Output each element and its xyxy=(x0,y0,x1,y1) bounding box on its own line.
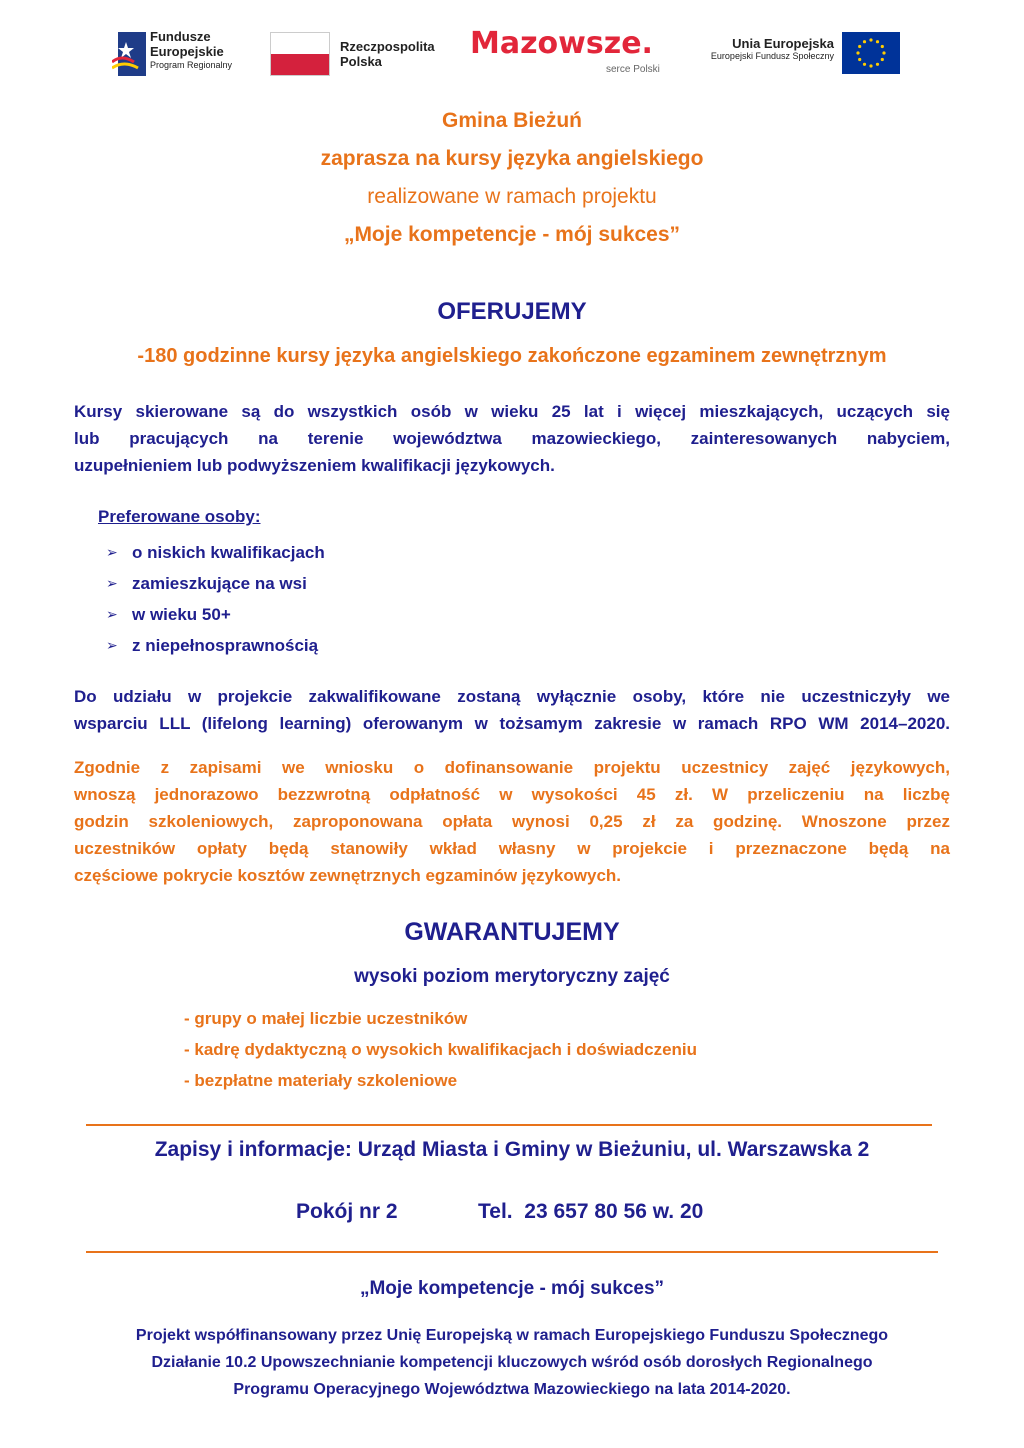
arrow-bullet-icon: ➢ xyxy=(106,544,118,560)
header-line-2: zaprasza na kursy języka angielskiego xyxy=(320,147,704,170)
fee-line: uczestników opłaty będą stanowiły wkład własny w projekcie i przeznaczone będą na xyxy=(74,839,950,858)
polish-flag-icon xyxy=(270,32,330,76)
eligibility-line: wsparciu LLL (lifelong learning) oferowanym w tożsamym zakresie w ramach RPO WM 2014–2020. xyxy=(74,714,950,733)
list-item xyxy=(106,568,325,599)
offer-title: OFERUJEMY xyxy=(437,298,587,325)
footer-line: Projekt współfinansowany przez Unię Europejską w ramach Europejskiego Funduszu Społecznego xyxy=(135,1327,889,1344)
offer-intro xyxy=(74,398,950,479)
ue-line1: Unia Europejska xyxy=(732,36,834,51)
intro-line: uzupełnieniem lub podwyższeniem kwalifikacji językowych. xyxy=(74,456,555,475)
mazowsze-logo xyxy=(470,26,680,78)
list-item-text: z niepełnosprawnością xyxy=(132,636,319,655)
guarantee-item: - kadrę dydaktyczną o wysokich kwalifikacjach i doświadczeniu xyxy=(184,1040,698,1059)
fee-line: godzin szkoleniowych, zaproponowana opłata wynosi 0,25 zł za godzinę. Wnoszone przez xyxy=(74,812,950,831)
fe-star-icon xyxy=(112,32,146,76)
unia-europejska-logo xyxy=(708,32,908,76)
mazowsze-word: Mazowsze. xyxy=(470,26,653,61)
intro-line: Kursy skierowane są do wszystkich osób w wieku 25 lat i więcej mieszkających, uczących się xyxy=(74,402,950,421)
footer-slogan: „Moje kompetencje - mój sukces” xyxy=(359,1278,665,1299)
list-item xyxy=(106,599,325,630)
eligibility-paragraph xyxy=(74,683,950,737)
eligibility-line: Do udziału w projekcie zakwalifikowane zostaną wyłącznie osoby, które nie uczestniczyły we xyxy=(74,687,950,706)
fee-line: częściowe pokrycie kosztów zewnętrznych egzaminów językowych. xyxy=(74,866,622,885)
preferred-label: Preferowane osoby: xyxy=(98,507,261,526)
list-item-text: w wieku 50+ xyxy=(132,605,231,624)
contact-line: Zapisy i informacje: Urząd Miasta i Gminy w Bieżuniu, ul. Warszawska 2 xyxy=(154,1138,870,1161)
offer-subtitle: -180 godzinne kursy języka angielskiego zakończone egzaminem zewnętrznym xyxy=(137,345,887,367)
rzeczpospolita-logo xyxy=(270,32,445,82)
list-item-text: zamieszkujące na wsi xyxy=(132,574,307,593)
contact-phone: Tel. 23 657 80 56 w. 20 xyxy=(478,1200,704,1223)
footer-line: Działanie 10.2 Upowszechnianie kompetencji kluczowych wśród osób dorosłych Regionalnego xyxy=(151,1354,873,1371)
list-item xyxy=(106,537,325,568)
divider-bottom xyxy=(86,1251,938,1253)
guarantee-item: - grupy o małej liczbie uczestników xyxy=(184,1009,468,1028)
arrow-bullet-icon: ➢ xyxy=(106,637,118,653)
list-item-text: o niskich kwalifikacjach xyxy=(132,543,325,562)
fee-paragraph xyxy=(74,754,950,889)
fundusze-europejskie-logo xyxy=(112,30,242,80)
arrow-bullet-icon: ➢ xyxy=(106,606,118,622)
mazowsze-sub: serce Polski xyxy=(606,64,660,75)
intro-line: lub pracujących na terenie województwa mazowieckiego, zainteresowanych nabyciem, xyxy=(74,429,950,448)
ue-line2: Europejski Fundusz Społeczny xyxy=(710,51,834,61)
rp-line2: Polska xyxy=(340,53,382,69)
rp-line1: Rzeczpospolita xyxy=(340,39,435,54)
preferred-list xyxy=(106,537,325,661)
header-line-3: realizowane w ramach projektu xyxy=(367,185,657,208)
fe-line1: Fundusze xyxy=(150,29,211,44)
list-item xyxy=(106,630,325,661)
fe-line2: Europejskie xyxy=(150,43,224,59)
header-line-4: „Moje kompetencje - mój sukces” xyxy=(343,223,681,246)
contact-room: Pokój nr 2 xyxy=(296,1200,398,1223)
fe-line3: Program Regionalny xyxy=(150,59,233,70)
divider-top xyxy=(86,1124,932,1126)
guarantee-list xyxy=(184,1003,697,1096)
arrow-bullet-icon: ➢ xyxy=(106,575,118,591)
guarantee-item: - bezpłatne materiały szkoleniowe xyxy=(184,1071,458,1090)
guarantee-subtitle: wysoki poziom merytoryczny zajęć xyxy=(354,966,670,987)
fee-line: wnoszą jednorazowo bezzwrotną odpłatność w wysokości 45 zł. W przeliczeniu na liczbę xyxy=(74,785,950,804)
footer-line: Programu Operacyjnego Województwa Mazowieckiego na lata 2014-2020. xyxy=(233,1381,791,1398)
footer-note xyxy=(0,1322,1024,1403)
eu-flag-icon xyxy=(842,32,900,74)
header-line-1: Gmina Bieżuń xyxy=(441,109,583,132)
guarantee-title: GWARANTUJEMY xyxy=(404,918,620,946)
fee-line: Zgodnie z zapisami we wniosku o dofinansowanie projektu uczestnicy zajęć językowych, xyxy=(74,758,950,777)
